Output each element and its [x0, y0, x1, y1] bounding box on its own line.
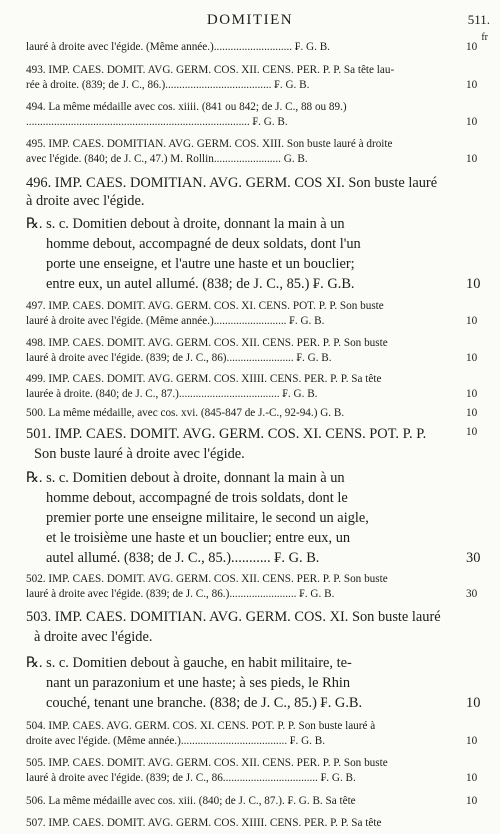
price-value: 10	[466, 153, 478, 165]
catalog-line: 502. IMP. CAES. DOMIT. AVG. GERM. COS. XII. CENS. PER. P. P. Son buste	[26, 573, 388, 585]
price-value: 10	[466, 116, 478, 128]
catalog-line: 503. IMP. CAES. DOMITIAN. AVG. GERM. COS. XI. Son buste lauré	[26, 609, 441, 625]
catalog-line: 504. IMP. CAES. AVG. GERM. COS. XI. CENS. POT. P. P. Son buste lauré à	[26, 720, 376, 732]
price-value: 10	[466, 772, 478, 784]
catalog-line: 507. IMP. CAES. DOMIT. AVG. GERM. COS. XIIII. CENS. PER. P. P. Sa tête	[26, 817, 382, 829]
catalog-line: et le troisième une haste et un bouclier; entre eux, un	[46, 530, 351, 546]
catalog-line: lauré à droite avec l'égide. (839; de J. C., 86.................................. ₣. G. B.	[26, 772, 356, 784]
price-value: 10	[466, 79, 478, 91]
page-number: 511.	[467, 12, 490, 27]
price-value: 10	[466, 276, 481, 292]
catalog-line: homme debout, accompagné de trois soldats, dont le	[46, 490, 348, 506]
catalog-line: à droite avec l'égide.	[34, 629, 153, 645]
price-value: 30	[466, 550, 481, 566]
catalog-line: nant un parazonium et une haste; à ses pieds, le Rhin	[46, 675, 351, 691]
price-value: 10	[466, 795, 478, 807]
catalog-line: 499. IMP. CAES. DOMIT. AVG. GERM. COS. XIIII. CENS. PER. P. P. Sa tête	[26, 373, 382, 385]
catalog-line: ℞. s. c. Domitien debout à droite, donnant la main à un	[26, 470, 345, 486]
catalog-line: 500. La même médaille, avec cos. xvi. (845-847 de J.-C., 92-94.) G. B.	[26, 407, 345, 419]
catalog-line: 498. IMP. CAES. DOMIT. AVG. GERM. COS. XII. CENS. PER. P. P. Son buste	[26, 337, 388, 349]
catalog-line: ℞. s. c. Domitien debout à gauche, en habit militaire, te-	[26, 655, 352, 671]
catalog-line: 497. IMP. CAES. DOMIT. AVG. GERM. COS. XI. CENS. POT. P. P. Son buste	[26, 300, 384, 312]
catalog-line: 494. La même médaille avec cos. xiiii. (841 ou 842; de J. C., 88 ou 89.)	[26, 101, 347, 113]
catalog-line: lauré à droite avec l'égide. (Même année.).......................... ₣. G. B.	[26, 315, 325, 327]
catalog-line: droite avec l'égide. (Même année.)...................................... ₣. G. B.	[26, 735, 326, 747]
catalog-line: entre eux, un autel allumé. (838; de J. C., 85.) ₣. G.B.	[46, 276, 355, 292]
catalog-line: porte une enseigne, et l'autre une haste et un bouclier;	[46, 256, 355, 272]
catalog-line: autel allumé. (838; de J. C., 85.)........... ₣. G. B.	[46, 550, 320, 566]
catalog-line: ................................................................................ ₣. G. B.	[26, 116, 288, 128]
catalog-line: 496. IMP. CAES. DOMITIAN. AVG. GERM. COS XI. Son buste lauré	[26, 175, 438, 191]
catalog-line: rée à droite. (839; de J. C., 86.)...................................... ₣. G. B.	[26, 79, 310, 91]
catalog-line: ℞. s. c. Domitien debout à droite, donnant la main à un	[26, 216, 345, 232]
catalog-line: lauré à droite avec l'égide. (839; de J. C., 86)........................ ₣. G. B.	[26, 352, 332, 364]
page-title: DOMITIEN	[206, 12, 294, 28]
price-value: 10	[466, 426, 478, 438]
catalog-line: à droite avec l'égide.	[26, 193, 145, 209]
catalog-line: 493. IMP. CAES. DOMIT. AVG. GERM. COS. XII. CENS. PER. P. P. Sa tête lau-	[26, 64, 395, 76]
price-value: 10	[466, 735, 478, 747]
page-header	[0, 12, 500, 43]
catalog-line: 501. IMP. CAES. DOMIT. AVG. GERM. COS. XI. CENS. POT. P. P.	[26, 426, 427, 442]
catalog-line: lauré à droite avec l'égide. (Même année.)............................ ₣. G. B.	[26, 41, 330, 53]
price-value: 10	[466, 315, 478, 327]
price-value: 10	[466, 695, 481, 711]
catalog-line: laurée à droite. (840; de J. C., 87.).................................... ₣. G. B.	[26, 388, 318, 400]
price-value: 10	[466, 352, 478, 364]
catalog-line: Son buste lauré à droite avec l'égide.	[34, 446, 245, 462]
catalog-line: lauré à droite avec l'égide. (839; de J. C., 86.)........................ ₣. G. B.	[26, 588, 335, 600]
catalog-line: 506. La même médaille avec cos. xiii. (840; de J. C., 87.). ₣. G. B. Sa tête	[26, 795, 356, 807]
price-value: 10	[466, 388, 478, 400]
catalog-line: couché, tenant une branche. (838; de J. C., 85.) ₣. G.B.	[46, 695, 363, 711]
page-marker: fr	[481, 32, 488, 43]
catalog-line: homme debout, accompagné de deux soldats, dont l'un	[46, 236, 361, 252]
catalog-line: 505. IMP. CAES. DOMIT. AVG. GERM. COS. XII. CENS. PER. P. P. Son buste	[26, 757, 388, 769]
catalog-line: 495. IMP. CAES. DOMITIAN. AVG. GERM. COS. XIII. Son buste lauré à droite	[26, 138, 393, 150]
price-value: 10	[466, 41, 478, 53]
price-value: 10	[466, 407, 478, 419]
price-value: 30	[466, 588, 478, 600]
catalog-line: premier porte une enseigne militaire, le second un aigle,	[46, 510, 369, 526]
catalog-line: avec l'égide. (840; de J. C., 47.) M. Rollin........................ G. B.	[26, 153, 308, 165]
